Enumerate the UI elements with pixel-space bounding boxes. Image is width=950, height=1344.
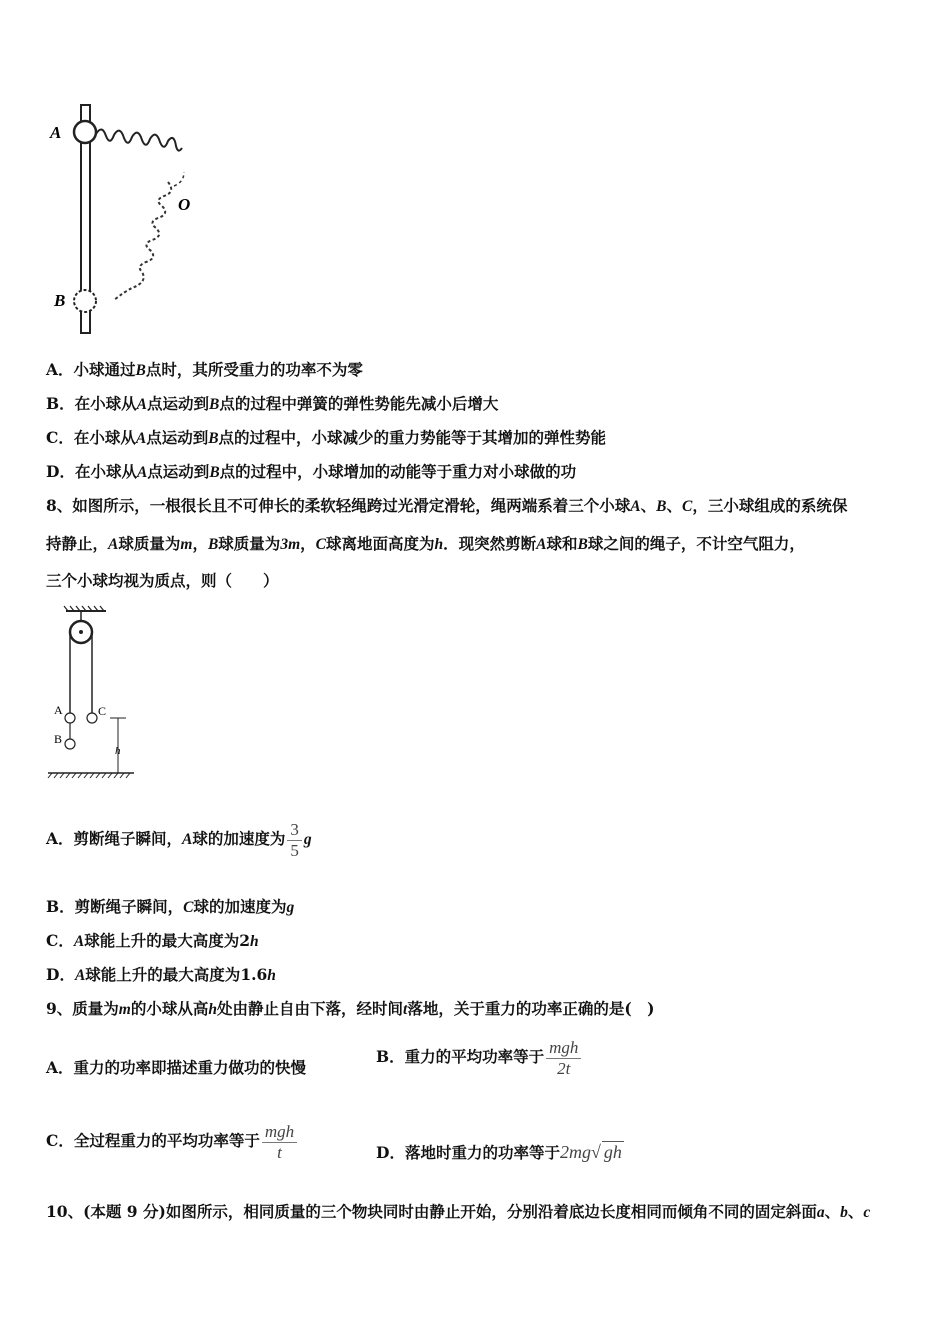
q9-t5: t xyxy=(403,1001,408,1018)
q7c-var-b: B xyxy=(208,430,219,447)
q7d-var-b: B xyxy=(209,464,220,481)
q7b-text-1: B．在小球从 xyxy=(46,394,137,413)
q9-t6: 落地，关于重力的功率正确的是( ) xyxy=(407,999,655,1018)
q8-l2-t2: 球质量为 xyxy=(118,534,181,553)
q7a-var-b: B xyxy=(135,362,146,379)
q8-l1-sep-1: 、 xyxy=(640,496,657,515)
q9-t1: m xyxy=(118,1001,131,1018)
q9d-sqrt-arg: gh xyxy=(603,1142,622,1162)
q7b-var-a: A xyxy=(136,396,147,413)
q8-l2-t1: A xyxy=(108,536,119,553)
label-b: B xyxy=(54,732,63,746)
q8-l2-t14: 球和 xyxy=(546,534,578,553)
q8-option-c xyxy=(46,931,259,952)
label-a: A xyxy=(50,123,62,142)
q8c-t3: 2 xyxy=(239,931,250,950)
q9-option-c xyxy=(46,1118,299,1164)
q7a-text-2: 点时，其所受重力的功率不为零 xyxy=(145,360,363,379)
q7-option-d xyxy=(46,462,576,483)
q8-l2-t9: C xyxy=(315,536,326,553)
q7c-text-3: 点的过程中，小球减少的重力势能等于其增加的弹性势能 xyxy=(218,428,607,447)
q10-t0: 10、(本题 9 分)如图所示，相同质量的三个物块同时由静止开始，分别沿着底边长度相同而倾角不同的固定斜面 xyxy=(46,1202,817,1221)
q8c-t0: C． xyxy=(46,931,74,950)
q9b-frac-num: mgh xyxy=(546,1038,581,1059)
q10-t5: c xyxy=(863,1204,871,1221)
q8d-t2: 球能上升的最大高度为 xyxy=(85,965,241,984)
label-a: A xyxy=(54,703,63,717)
q7-option-c xyxy=(46,428,606,449)
q7d-text-2: 点运动到 xyxy=(147,462,210,481)
q8-l1-text-2: ，三小球组成的系统保 xyxy=(692,496,848,515)
q8-l2-t8: ， xyxy=(300,534,316,553)
q8-l1-var-a: A xyxy=(630,498,641,515)
q9-t3: h xyxy=(208,1001,217,1018)
q8-stem-line-1 xyxy=(46,496,847,517)
q7c-var-a: A xyxy=(135,430,147,447)
q9-stem xyxy=(46,999,655,1020)
q10-stem xyxy=(46,1202,870,1223)
q8-l2-t7: 3m xyxy=(280,536,301,553)
q8-option-d xyxy=(46,965,276,986)
q9-option-d xyxy=(376,1141,624,1163)
q9-option-b xyxy=(376,1034,583,1080)
q8a-fraction xyxy=(287,820,302,861)
q7b-var-b: B xyxy=(208,396,220,413)
ball-c xyxy=(87,713,97,723)
ball-a xyxy=(65,713,75,723)
q7c-text-2: 点运动到 xyxy=(146,428,209,447)
q8-l2-t0: 持静止， xyxy=(46,534,109,553)
q8a-suffix: g xyxy=(303,831,312,848)
q8-l1-sep-2: 、 xyxy=(666,496,683,515)
q7a-text-1: A．小球通过 xyxy=(46,360,136,379)
q9-t0: 9、质量为 xyxy=(46,999,119,1018)
q7-option-a xyxy=(46,360,363,381)
q8-l1-var-b: B xyxy=(656,498,667,515)
q8c-t2: 球能上升的最大高度为 xyxy=(84,931,240,950)
q9c-frac-den: t xyxy=(277,1142,282,1162)
q8-l2-t4: ， xyxy=(192,534,208,553)
spring-path-dashed xyxy=(174,172,184,186)
q8c-t4: h xyxy=(250,933,259,950)
q7d-text-3: 点的过程中，小球增加的动能等于重力对小球做的功 xyxy=(219,462,577,481)
q9c-frac-num: mgh xyxy=(262,1122,297,1143)
q10-t2: 、 xyxy=(824,1202,841,1221)
q8-stem-line-2 xyxy=(46,534,805,555)
q9c-text: C．全过程重力的平均功率等于 xyxy=(46,1131,260,1150)
ball-a xyxy=(74,121,96,143)
q10-t4: 、 xyxy=(847,1202,864,1221)
q8a-var: A xyxy=(182,831,193,848)
q7b-text-3: 点的过程中弹簧的弹性势能先减小后增大 xyxy=(219,394,499,413)
q8a-prefix: A．剪断绳子瞬间， xyxy=(46,829,183,848)
q9-t4: 处由静止自由下落，经时间 xyxy=(217,999,404,1018)
q7d-text-1: D．在小球从 xyxy=(46,462,137,481)
q8-l2-t3: m xyxy=(180,536,193,553)
q10-t3: b xyxy=(840,1204,848,1221)
q8-l2-t12: ．现突然剪断 xyxy=(443,534,537,553)
ball-b xyxy=(74,290,96,312)
q8a-frac-num: 3 xyxy=(287,820,302,841)
spring-coil-dashed xyxy=(114,182,171,300)
q8d-t1: A xyxy=(74,967,86,984)
pulley-figure xyxy=(44,605,154,785)
q7b-text-2: 点运动到 xyxy=(146,394,209,413)
spring-coil-solid xyxy=(96,129,182,150)
q8-option-b xyxy=(46,897,294,918)
q8a-frac-den: 5 xyxy=(290,840,299,860)
q8-l1-var-c: C xyxy=(682,498,693,515)
q9d-text: D．落地时重力的功率等于 xyxy=(376,1143,560,1162)
q8-l2-t10: 球离地面高度为 xyxy=(325,534,435,553)
q10-t1: a xyxy=(816,1204,825,1221)
q9d-expr: 2mg xyxy=(559,1142,591,1162)
q8a-text: 球的加速度为 xyxy=(192,829,286,848)
q8-l1-text-1: 8、如图所示，一根很长且不可伸长的柔软轻绳跨过光滑定滑轮，绳两端系着三个小球 xyxy=(46,496,631,515)
label-b: B xyxy=(54,291,66,310)
q8-option-a xyxy=(46,816,312,863)
label-h: h xyxy=(115,745,121,757)
q9b-fraction xyxy=(546,1038,581,1079)
q8-l2-t16: 球之间的绳子，不计空气阻力， xyxy=(587,534,805,553)
q8-l2-t11: h xyxy=(434,536,444,553)
q8b-t2: 球的加速度为 xyxy=(193,897,287,916)
pulley-axle xyxy=(79,630,83,634)
q8d-t4: h xyxy=(267,967,276,984)
q7d-var-a: A xyxy=(136,464,148,481)
q8-l3-text: 三个小球均视为质点，则（ ） xyxy=(46,571,279,590)
q9c-fraction xyxy=(262,1122,297,1163)
sqrt-icon: √ xyxy=(590,1142,601,1162)
spring-rod-figure xyxy=(40,100,210,340)
q9-option-a xyxy=(46,1058,306,1078)
q7c-text-1: C．在小球从 xyxy=(46,428,136,447)
q8-stem-line-3 xyxy=(46,571,279,591)
q8d-t0: D． xyxy=(46,965,75,984)
q8-l2-t5: B xyxy=(207,536,219,553)
q8b-t1: C xyxy=(183,899,194,916)
q8b-t3: g xyxy=(286,899,295,916)
q8b-t0: B．剪断绳子瞬间， xyxy=(46,897,184,916)
q8-l2-t15: B xyxy=(577,536,588,553)
q8d-t3: 1.6 xyxy=(240,965,268,984)
label-c: C xyxy=(98,704,107,718)
label-o: O xyxy=(178,195,191,214)
q9b-frac-den: 2t xyxy=(557,1058,571,1078)
q9b-text: B．重力的平均功率等于 xyxy=(376,1047,545,1066)
q8-l2-t6: 球质量为 xyxy=(218,534,281,553)
q7-option-b xyxy=(46,394,498,415)
q9-t2: 的小球从高 xyxy=(130,999,209,1018)
q8-l2-t13: A xyxy=(536,536,547,553)
ball-b xyxy=(65,739,75,749)
q8c-t1: A xyxy=(73,933,85,950)
q9a-text: A．重力的功率即描述重力做功的快慢 xyxy=(46,1058,307,1077)
